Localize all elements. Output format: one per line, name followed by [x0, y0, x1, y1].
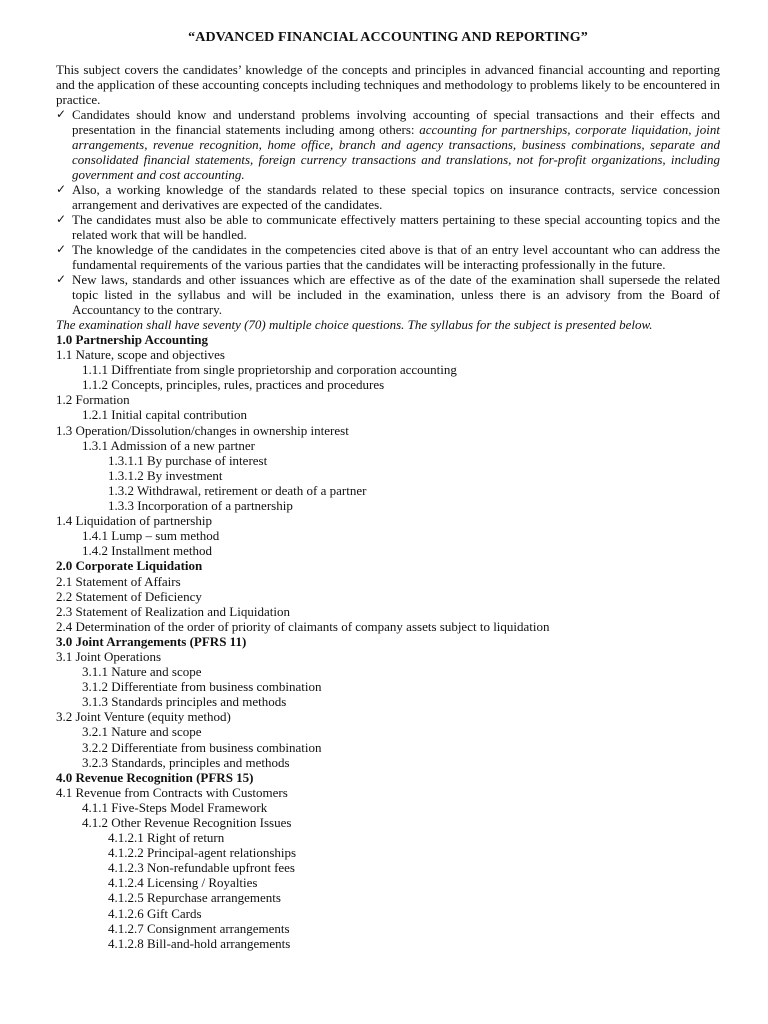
- outline-item: 1.4.1 Lump – sum method: [82, 528, 220, 544]
- outline-item: 4.1.2.8 Bill-and-hold arrangements: [108, 935, 291, 951]
- outline-item: 1.3.1 Admission of a new partner: [82, 437, 255, 453]
- outline-item: 4.1.2.4 Licensing / Royalties: [108, 875, 258, 891]
- outline-item: 4.1.2.7 Consignment arrangements: [108, 920, 290, 936]
- checkmark-icon: ✓: [56, 107, 67, 121]
- bullet-text: The candidates must also be able to communicate effectively matters pertaining to these special accounting topics and the related work that will be handled.: [72, 212, 720, 242]
- outline-item: 3.1.1 Nature and scope: [82, 664, 202, 680]
- checkmark-icon: ✓: [56, 272, 67, 286]
- outline-item: 1.4 Liquidation of partnership: [56, 513, 212, 529]
- outline-item: 4.1.2.3 Non-refundable upfront fees: [108, 860, 295, 876]
- document-title: “ADVANCED FINANCIAL ACCOUNTING AND REPORTING”: [188, 30, 588, 45]
- outline-item: 1.3.1.1 By purchase of interest: [108, 452, 268, 468]
- outline-item: 1.2 Formation: [56, 392, 130, 408]
- requirements-list: [56, 107, 720, 317]
- outline-item: 4.1 Revenue from Contracts with Customers: [56, 784, 288, 800]
- outline-item: 4.1.2.6 Gift Cards: [108, 905, 202, 921]
- outline-item: 1.4.2 Installment method: [82, 543, 212, 559]
- outline-item: 3.1.2 Differentiate from business combination: [82, 679, 322, 695]
- outline-item: 1.3.3 Incorporation of a partnership: [108, 498, 293, 514]
- outline-item: 4.1.1 Five-Steps Model Framework: [82, 799, 268, 815]
- outline-item: 3.2 Joint Venture (equity method): [56, 709, 231, 725]
- section-heading: 4.0 Revenue Recognition (PFRS 15): [56, 769, 254, 785]
- bullet-text: Candidates should know and understand problems involving accounting of special transactions and their effects and presentation in the financial statements including among others:: [72, 107, 720, 137]
- bullet-item: [56, 212, 720, 242]
- bullet-text: The knowledge of the candidates in the competencies cited above is that of an entry level accountant who can address the fundamental requirements of the various parties that the candidates will be interacting professionally in the future.: [72, 242, 720, 272]
- outline-item: 4.1.2.5 Repurchase arrangements: [108, 890, 281, 906]
- section-heading: 1.0 Partnership Accounting: [56, 332, 209, 347]
- bullet-item: [56, 182, 720, 212]
- outline-item: 1.3 Operation/Dissolution/changes in ownership interest: [56, 422, 349, 438]
- section-heading: 3.0 Joint Arrangements (PFRS 11): [56, 633, 247, 649]
- checkmark-icon: ✓: [56, 242, 67, 256]
- checkmark-icon: ✓: [56, 212, 67, 226]
- bullet-item: [56, 107, 720, 182]
- exam-note: The examination shall have seventy (70) multiple choice questions. The syllabus for the subject is presented below.: [56, 317, 653, 332]
- outline-item: 4.1.2 Other Revenue Recognition Issues: [82, 815, 292, 830]
- outline-item: 3.2.1 Nature and scope: [82, 724, 202, 740]
- outline-item: 1.3.2 Withdrawal, retirement or death of a partner: [108, 482, 367, 498]
- bullet-text: Also, a working knowledge of the standards related to these special topics on insurance contracts, service concession arrangement and derivatives are expected of the candidates.: [72, 182, 720, 212]
- bullet-text: New laws, standards and other issuances which are effective as of the date of the examination shall supersede the related topic listed in the syllabus and will be included in the examination, unless there is an advisory from the Board of Accountancy to the contrary.: [72, 272, 720, 317]
- outline-item: 1.1 Nature, scope and objectives: [56, 347, 225, 363]
- outline-item: 4.1.2.1 Right of return: [108, 830, 225, 846]
- section-heading: 2.0 Corporate Liquidation: [56, 558, 203, 574]
- bullet-italic-text: accounting for partnerships, corporate liquidation, joint arrangements, revenue recognition, home office, branch and agency transactions, business combinations, separate and consolidated financial statements, foreign currency transactions and translations, not for-profit organizations, including government and cost accounting.: [72, 122, 720, 182]
- outline-item: 3.2.2 Differentiate from business combination: [82, 739, 322, 755]
- outline-item: 2.1 Statement of Affairs: [56, 573, 181, 589]
- outline-item: 2.2 Statement of Deficiency: [56, 588, 202, 604]
- checkmark-icon: ✓: [56, 182, 67, 196]
- outline-item: 1.2.1 Initial capital contribution: [82, 407, 247, 423]
- outline-item: 2.4 Determination of the order of priority of claimants of company assets subject to liquidation: [56, 618, 550, 634]
- intro-paragraph: This subject covers the candidates’ knowledge of the concepts and principles in advanced financial accounting and reporting and the application of these accounting concepts including techniques and methodology to problems likely to be encountered in practice.: [56, 62, 720, 107]
- outline-item: 3.1 Joint Operations: [56, 648, 162, 664]
- outline-item: 1.1.2 Concepts, principles, rules, practices and procedures: [82, 377, 385, 393]
- outline-item: 1.1.1 Diffrentiate from single proprietorship and corporation accounting: [82, 362, 457, 378]
- syllabus-outline: [56, 332, 720, 951]
- outline-item: 2.3 Statement of Realization and Liquidation: [56, 603, 290, 619]
- bullet-item: [56, 272, 720, 317]
- outline-item: 1.3.1.2 By investment: [108, 467, 223, 483]
- outline-item: 3.2.3 Standards, principles and methods: [82, 754, 290, 770]
- bullet-item: [56, 242, 720, 272]
- outline-item: 4.1.2.2 Principal-agent relationships: [108, 845, 297, 861]
- outline-item: 3.1.3 Standards principles and methods: [82, 694, 287, 710]
